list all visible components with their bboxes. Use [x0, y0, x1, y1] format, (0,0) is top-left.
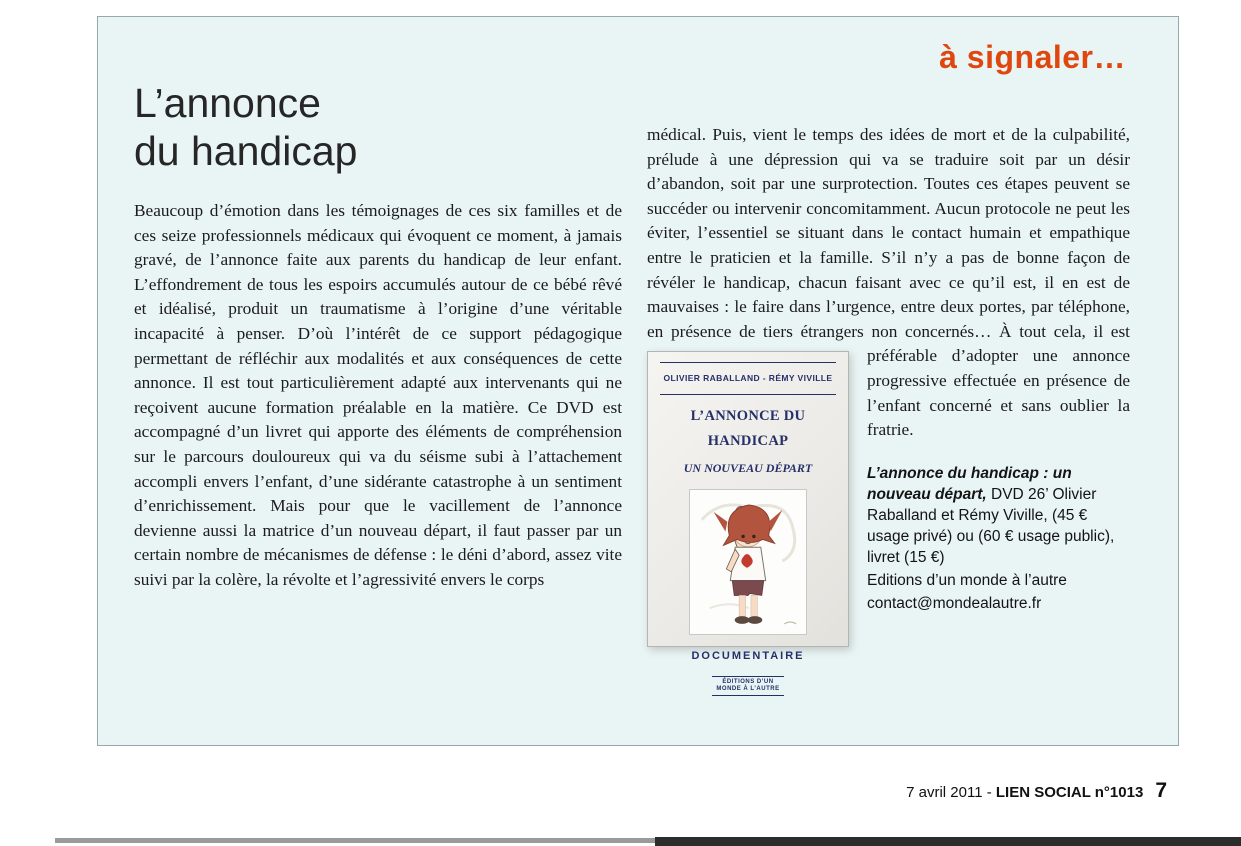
right-column — [647, 123, 1130, 693]
dvd-cover-publisher: ÉDITIONS D’UN MONDE À L’AUTRE — [712, 676, 784, 696]
dvd-cover-illustration — [689, 489, 807, 635]
child-drawing-icon — [690, 490, 806, 634]
dvd-cover — [647, 351, 849, 693]
article-title-line2: du handicap — [134, 128, 358, 174]
dvd-cover-authors: OLIVIER RABALLAND - RÉMY VIVILLE — [660, 362, 836, 395]
footer-page-number: 7 — [1155, 779, 1167, 802]
dvd-caption — [867, 463, 1130, 614]
article-title — [134, 79, 357, 175]
scan-edge-artifact-left — [55, 838, 655, 843]
footer-date: 7 avril 2011 - — [906, 784, 996, 801]
scan-edge-artifact-right — [655, 837, 1241, 846]
caption-title: L’annonce du handicap : un nouveau départ, — [867, 464, 1072, 503]
right-column-text-part2: cela, il est préférable d’adopter une annonce progressive effectuée en présence de l’enfant concerné et sans oublier la fratrie. — [867, 321, 1130, 440]
right-column-text-part1: médical. Puis, vient le temps des idées de mort et de la culpabilité, prélude à une dépression qui va se traduire soit par un désir d’abandon, soit par une surprotection. Toutes ces étapes peuvent se succéder ou intervenir concomitamment. Aucun protocole ne peut les éviter, l’essentiel se situant dans le contact humain et empathique entre le praticien et la famille. S’il n’y a pas de bonne façon de révéler le handicap, chacun faisant avec ce qu’il est, il en est de mauvaises : le faire dans l’urgence, entre deux portes, par téléphone, en présence de tiers étrangers non concernés… À tout — [647, 125, 1130, 341]
dvd-cover-genre: DOCUMENTAIRE — [691, 649, 805, 662]
contact-email: contact@mondealautre.fr — [867, 594, 1042, 612]
footer-magazine-name: LIEN SOCIAL n°1013 — [995, 784, 1144, 801]
section-label: à signaler… — [939, 39, 1126, 75]
left-column-text: Beaucoup d’émotion dans les témoignages de ces six familles et de ces seize professionnels médicaux qui évoquent ce moment, à jamais gravé, de l’annonce faite aux parents du handicap de leur enfant. L’effondrement de tous les espoirs accumulés autour de ce bébé rêvé et idéalisé, produit un traumatisme à l’origine d’une véritable incapacité à penser. D’où l’intérêt de ce support pédagogique permettant de réfléchir aux modalités et aux conséquences de cette annonce. Il est tout particulièrement adapté aux intervenants qui ne reçoivent aucune formation préalable en la matière. Ce DVD est accompagné d’un livret qui apporte des éléments de compréhension sur le parcours douloureux qui va du séisme subi à l’attachement accompli envers l’enfant, d’une sidérante catastrophe à un sentiment d’enrichissement. Mais pour que le vacillement de l’annonce devienne aussi la matrice d’un nouveau départ, il faut passer par un certain nombre de mécanismes de défense : le déni d’abord, assez vite suivi par la colère, la révolte et l’agressivité envers le corps — [134, 201, 622, 589]
page-footer — [0, 779, 1167, 803]
caption-publisher: Editions d’un monde à l’autre — [867, 571, 1067, 589]
magazine-page — [97, 16, 1179, 746]
article-title-line1: L’annonce — [134, 80, 321, 126]
caption-details: DVD 26’ Olivier Raballand et Rémy Viville, (45 € usage privé) ou (60 € usage public), livret (15 €) — [867, 485, 1115, 566]
dvd-cover-title: L’ANNONCE DU HANDICAP — [690, 407, 806, 449]
dvd-cover-subtitle: UN NOUVEAU DÉPART — [683, 461, 813, 476]
